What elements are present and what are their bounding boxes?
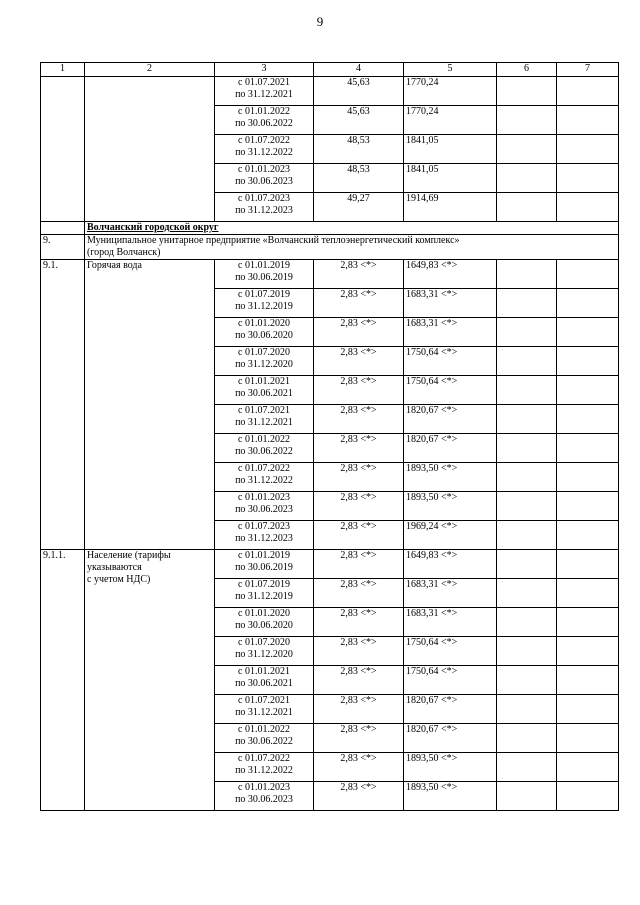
period-cell (215, 347, 314, 376)
value-col4: 2,83 <*> (314, 637, 404, 666)
period-start: с 01.01.2022 (238, 724, 290, 735)
value-col5: 1750,64 <*> (404, 376, 497, 405)
period-start: с 01.07.2020 (238, 347, 290, 358)
value-col5: 1820,67 <*> (404, 405, 497, 434)
value-col5: 1683,31 <*> (404, 318, 497, 347)
period-cell (215, 193, 314, 222)
value-col5: 1893,50 <*> (404, 782, 497, 811)
value-col7 (557, 318, 619, 347)
value-col5: 1683,31 <*> (404, 579, 497, 608)
period-start: с 01.01.2023 (238, 164, 290, 175)
value-col6 (497, 637, 557, 666)
period-cell (215, 579, 314, 608)
value-col6 (497, 608, 557, 637)
section-row (41, 222, 619, 235)
table-row (41, 260, 619, 289)
period-cell (215, 106, 314, 135)
value-col6 (497, 666, 557, 695)
item-name-line: Население (тарифы (87, 550, 171, 561)
group-hot-water (41, 260, 619, 550)
period-start: с 01.07.2023 (238, 193, 290, 204)
value-col7 (557, 666, 619, 695)
column-header: 2 (85, 63, 215, 77)
value-col6 (497, 579, 557, 608)
top-rows (41, 77, 619, 222)
column-number-row (41, 63, 619, 77)
period-end: по 31.12.2020 (235, 359, 293, 370)
period-end: по 30.06.2020 (235, 620, 293, 631)
value-col5: 1750,64 <*> (404, 347, 497, 376)
value-col5: 1649,83 <*> (404, 260, 497, 289)
period-end: по 30.06.2023 (235, 176, 293, 187)
period-end: по 31.12.2023 (235, 205, 293, 216)
value-col6 (497, 434, 557, 463)
value-col6 (497, 260, 557, 289)
value-col6 (497, 164, 557, 193)
value-col6 (497, 347, 557, 376)
period-start: с 01.01.2020 (238, 608, 290, 619)
empty-cell (85, 77, 215, 222)
org-number: 9. (41, 235, 85, 260)
table-row (41, 77, 619, 106)
period-cell (215, 318, 314, 347)
period-cell (215, 405, 314, 434)
value-col4: 45,63 (314, 77, 404, 106)
period-start: с 01.01.2021 (238, 666, 290, 677)
period-cell (215, 608, 314, 637)
value-col4: 2,83 <*> (314, 724, 404, 753)
period-start: с 01.07.2022 (238, 135, 290, 146)
value-col6 (497, 193, 557, 222)
period-cell (215, 135, 314, 164)
organization-row (41, 235, 619, 260)
value-col7 (557, 135, 619, 164)
value-col7 (557, 347, 619, 376)
value-col6 (497, 405, 557, 434)
period-start: с 01.01.2023 (238, 492, 290, 503)
value-col6 (497, 492, 557, 521)
period-cell (215, 550, 314, 579)
period-end: по 30.06.2023 (235, 794, 293, 805)
value-col7 (557, 164, 619, 193)
item-number: 9.1.1. (41, 550, 85, 811)
column-header: 3 (215, 63, 314, 77)
value-col7 (557, 782, 619, 811)
column-header: 4 (314, 63, 404, 77)
value-col6 (497, 695, 557, 724)
value-col6 (497, 318, 557, 347)
value-col7 (557, 579, 619, 608)
period-cell (215, 164, 314, 193)
period-end: по 30.06.2021 (235, 678, 293, 689)
period-start: с 01.01.2020 (238, 318, 290, 329)
group-population (41, 550, 619, 811)
value-col7 (557, 77, 619, 106)
item-name-line: указываются (87, 562, 142, 573)
value-col4: 49,27 (314, 193, 404, 222)
value-col4: 45,63 (314, 106, 404, 135)
period-end: по 31.12.2021 (235, 89, 293, 100)
period-start: с 01.01.2022 (238, 434, 290, 445)
column-header: 1 (41, 63, 85, 77)
item-name-line: с учетом НДС) (87, 574, 151, 585)
value-col5: 1820,67 <*> (404, 695, 497, 724)
value-col6 (497, 521, 557, 550)
value-col4: 2,83 <*> (314, 318, 404, 347)
period-start: с 01.01.2019 (238, 550, 290, 561)
org-name-line: (город Волчанск) (87, 247, 161, 258)
value-col7 (557, 106, 619, 135)
value-col7 (557, 260, 619, 289)
period-start: с 01.07.2022 (238, 463, 290, 474)
period-end: по 30.06.2022 (235, 446, 293, 457)
value-col4: 2,83 <*> (314, 782, 404, 811)
value-col7 (557, 550, 619, 579)
page-number: 9 (316, 14, 324, 29)
period-end: по 31.12.2023 (235, 533, 293, 544)
value-col4: 48,53 (314, 135, 404, 164)
column-header: 7 (557, 63, 619, 77)
period-cell (215, 260, 314, 289)
value-col6 (497, 289, 557, 318)
value-col5: 1969,24 <*> (404, 521, 497, 550)
value-col4: 2,83 <*> (314, 521, 404, 550)
period-cell (215, 666, 314, 695)
period-cell (215, 434, 314, 463)
value-col5: 1683,31 <*> (404, 608, 497, 637)
value-col7 (557, 724, 619, 753)
value-col4: 48,53 (314, 164, 404, 193)
value-col7 (557, 463, 619, 492)
period-end: по 30.06.2022 (235, 118, 293, 129)
value-col6 (497, 376, 557, 405)
value-col5: 1750,64 <*> (404, 637, 497, 666)
item-name (85, 260, 215, 550)
value-col4: 2,83 <*> (314, 695, 404, 724)
value-col4: 2,83 <*> (314, 405, 404, 434)
period-start: с 01.07.2023 (238, 521, 290, 532)
value-col5: 1893,50 <*> (404, 463, 497, 492)
value-col4: 2,83 <*> (314, 492, 404, 521)
value-col7 (557, 376, 619, 405)
period-end: по 31.12.2020 (235, 649, 293, 660)
value-col4: 2,83 <*> (314, 753, 404, 782)
period-cell (215, 492, 314, 521)
value-col5: 1770,24 (404, 77, 497, 106)
tariff-table (40, 62, 619, 811)
period-start: с 01.01.2021 (238, 376, 290, 387)
period-cell (215, 637, 314, 666)
value-col7 (557, 753, 619, 782)
period-end: по 31.12.2022 (235, 147, 293, 158)
period-cell (215, 521, 314, 550)
value-col5: 1649,83 <*> (404, 550, 497, 579)
value-col5: 1893,50 <*> (404, 753, 497, 782)
value-col6 (497, 753, 557, 782)
value-col7 (557, 434, 619, 463)
period-cell (215, 376, 314, 405)
table-row (41, 550, 619, 579)
period-cell (215, 724, 314, 753)
value-col6 (497, 782, 557, 811)
value-col7 (557, 695, 619, 724)
period-end: по 31.12.2019 (235, 301, 293, 312)
period-start: с 01.07.2021 (238, 405, 290, 416)
period-start: с 01.07.2021 (238, 77, 290, 88)
value-col4: 2,83 <*> (314, 550, 404, 579)
period-cell (215, 753, 314, 782)
value-col4: 2,83 <*> (314, 347, 404, 376)
value-col7 (557, 637, 619, 666)
value-col5: 1683,31 <*> (404, 289, 497, 318)
period-start: с 01.07.2022 (238, 753, 290, 764)
period-start: с 01.01.2022 (238, 106, 290, 117)
empty-cell (41, 77, 85, 222)
value-col4: 2,83 <*> (314, 579, 404, 608)
value-col6 (497, 463, 557, 492)
value-col5: 1841,05 (404, 164, 497, 193)
period-end: по 30.06.2022 (235, 736, 293, 747)
column-header: 6 (497, 63, 557, 77)
value-col4: 2,83 <*> (314, 289, 404, 318)
period-start: с 01.01.2019 (238, 260, 290, 271)
value-col7 (557, 608, 619, 637)
period-end: по 31.12.2019 (235, 591, 293, 602)
value-col6 (497, 135, 557, 164)
period-end: по 31.12.2022 (235, 765, 293, 776)
value-col7 (557, 193, 619, 222)
value-col7 (557, 289, 619, 318)
value-col5: 1820,67 <*> (404, 724, 497, 753)
value-col5: 1750,64 <*> (404, 666, 497, 695)
value-col4: 2,83 <*> (314, 260, 404, 289)
period-cell (215, 782, 314, 811)
value-col5: 1893,50 <*> (404, 492, 497, 521)
value-col6 (497, 724, 557, 753)
item-name-line: Горячая вода (87, 260, 142, 271)
period-cell (215, 463, 314, 492)
value-col4: 2,83 <*> (314, 376, 404, 405)
period-end: по 30.06.2019 (235, 562, 293, 573)
value-col5: 1841,05 (404, 135, 497, 164)
value-col4: 2,83 <*> (314, 608, 404, 637)
period-start: с 01.01.2023 (238, 782, 290, 793)
value-col7 (557, 521, 619, 550)
period-cell (215, 77, 314, 106)
value-col7 (557, 405, 619, 434)
period-end: по 30.06.2019 (235, 272, 293, 283)
value-col7 (557, 492, 619, 521)
org-name-line: Муниципальное унитарное предприятие «Волчанский теплоэнергетический комплекс» (87, 235, 460, 246)
value-col4: 2,83 <*> (314, 666, 404, 695)
value-col6 (497, 550, 557, 579)
value-col6 (497, 77, 557, 106)
value-col5: 1770,24 (404, 106, 497, 135)
value-col6 (497, 106, 557, 135)
value-col4: 2,83 <*> (314, 463, 404, 492)
period-end: по 31.12.2022 (235, 475, 293, 486)
period-start: с 01.07.2021 (238, 695, 290, 706)
period-start: с 01.07.2019 (238, 289, 290, 300)
column-header: 5 (404, 63, 497, 77)
value-col5: 1914,69 (404, 193, 497, 222)
period-start: с 01.07.2020 (238, 637, 290, 648)
period-end: по 30.06.2021 (235, 388, 293, 399)
value-col4: 2,83 <*> (314, 434, 404, 463)
period-end: по 30.06.2020 (235, 330, 293, 341)
item-number: 9.1. (41, 260, 85, 550)
period-start: с 01.07.2019 (238, 579, 290, 590)
section-title: Волчанский городской округ (87, 222, 219, 233)
item-name (85, 550, 215, 811)
period-cell (215, 289, 314, 318)
period-end: по 31.12.2021 (235, 707, 293, 718)
value-col5: 1820,67 <*> (404, 434, 497, 463)
period-end: по 31.12.2021 (235, 417, 293, 428)
period-end: по 30.06.2023 (235, 504, 293, 515)
period-cell (215, 695, 314, 724)
